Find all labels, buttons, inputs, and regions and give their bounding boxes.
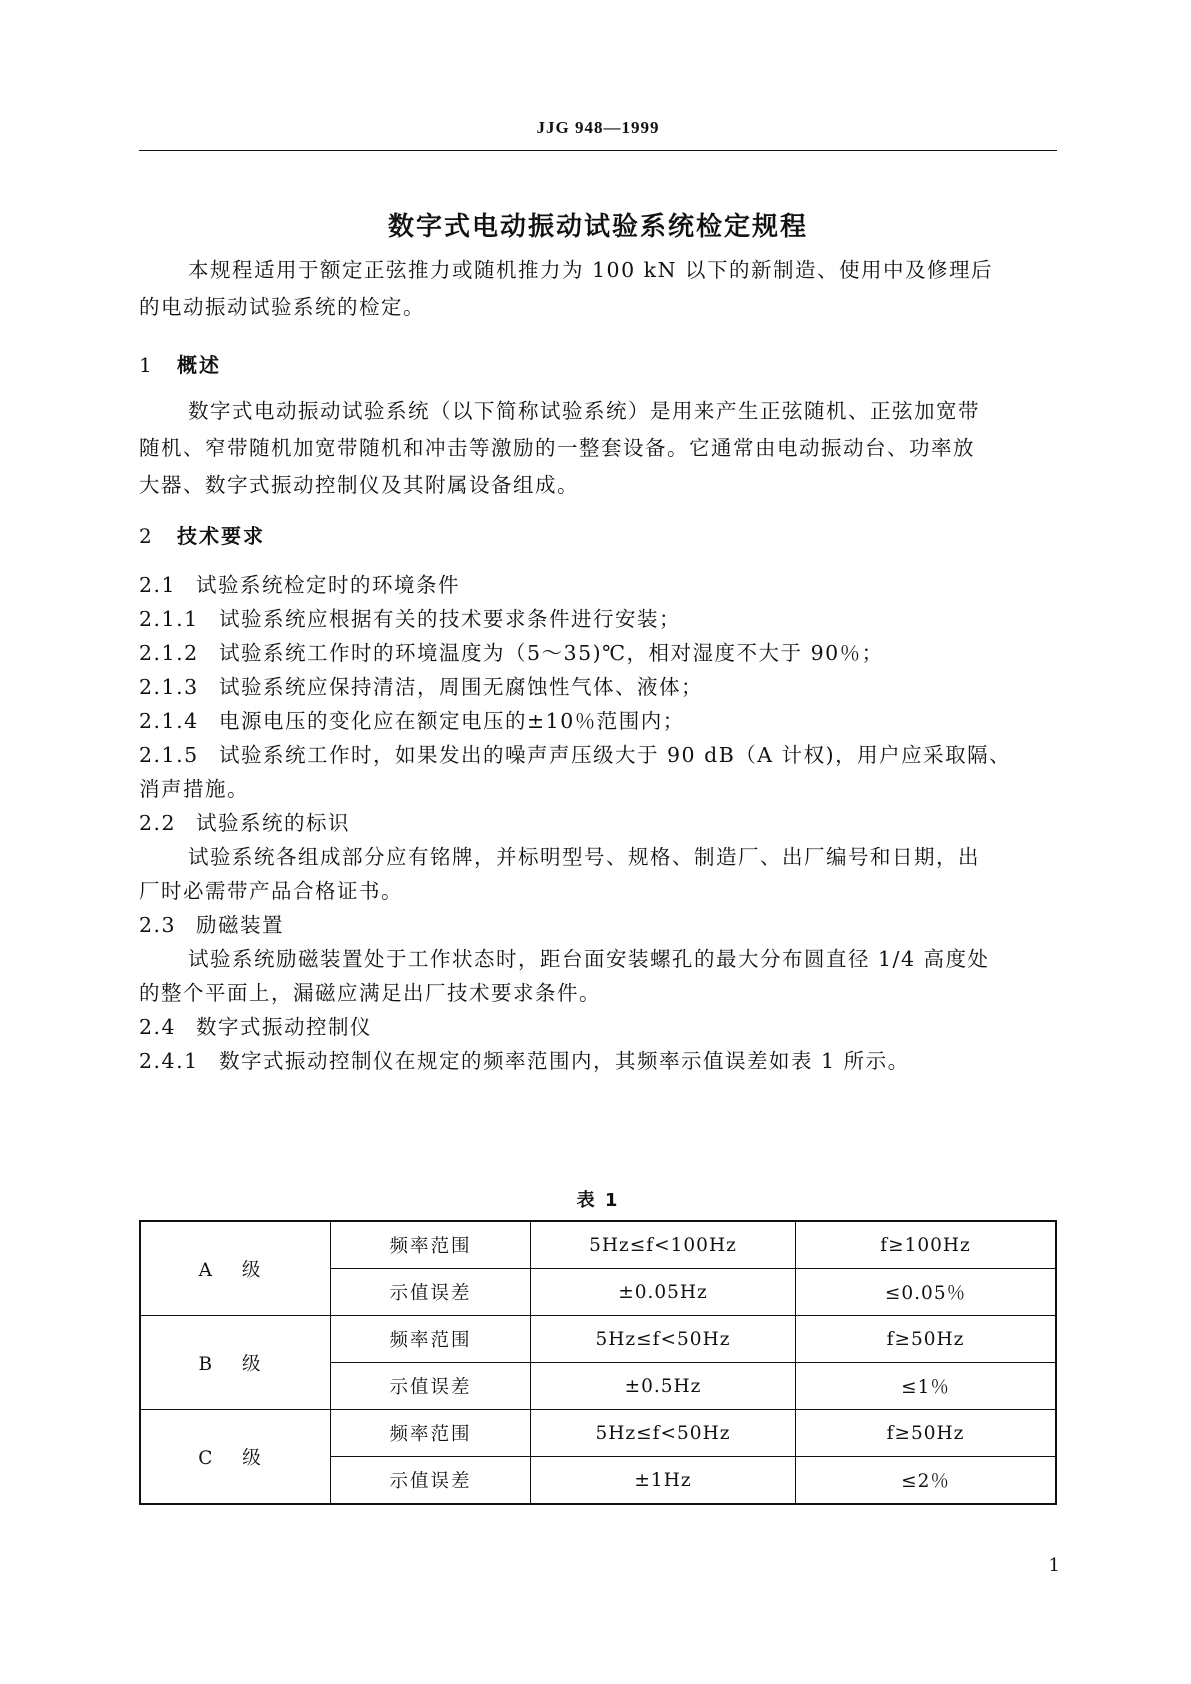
clause-2-4-number: 2.4 (139, 1015, 177, 1039)
clause-2-1-4 (139, 704, 685, 734)
clause-2-2-para-line-1 (139, 840, 980, 870)
freq-low-cell: 5Hz≤f<50Hz (531, 1316, 796, 1363)
clause-2-1 (139, 568, 460, 598)
clause-2-1-number: 2.1 (139, 573, 177, 597)
clause-2-1-4-text: 电源电压的变化应在额定电压的±10％范围内； (219, 709, 685, 733)
header-rule (139, 150, 1057, 151)
error-low-cell: ±0.05Hz (531, 1269, 796, 1316)
error-high-cell: ≤2％ (796, 1457, 1057, 1505)
freq-label-cell: 频率范围 (331, 1316, 531, 1363)
error-high-cell: ≤1％ (796, 1363, 1057, 1410)
freq-low-cell: 5Hz≤f<100Hz (531, 1221, 796, 1269)
clause-2-2-text: 试验系统的标识 (196, 811, 350, 835)
clause-2-3-para-line-1 (139, 942, 990, 972)
intro-line-2: 的电动振动试验系统的检定。 (139, 295, 425, 319)
clause-2-1-text: 试验系统检定时的环境条件 (196, 573, 460, 597)
clause-2-1-4-number: 2.1.4 (139, 709, 199, 733)
clause-2-1-3-text: 试验系统应保持清洁，周围无腐蚀性气体、液体； (219, 675, 703, 699)
freq-high-cell: f≥100Hz (796, 1221, 1057, 1269)
intro-paragraph (139, 252, 1057, 326)
clause-2-2-para-line-2: 厂时必需带产品合格证书。 (139, 879, 403, 903)
clause-2-3-number: 2.3 (139, 913, 177, 937)
standard-code-header: JJG 948—1999 (536, 118, 660, 137)
clause-2-1-3-number: 2.1.3 (139, 675, 199, 699)
clause-2-1-1-text: 试验系统应根据有关的技术要求条件进行安装； (219, 607, 681, 631)
freq-low-cell: 5Hz≤f<50Hz (531, 1410, 796, 1457)
clause-2-4-text: 数字式振动控制仪 (196, 1015, 372, 1039)
clause-2-4-1 (139, 1044, 910, 1074)
freq-label-cell: 频率范围 (331, 1221, 531, 1269)
freq-high-cell: f≥50Hz (796, 1316, 1057, 1363)
clause-2-4 (139, 1010, 372, 1040)
section-1-number: 1 (139, 353, 154, 377)
clause-2-1-5-number: 2.1.5 (139, 743, 199, 767)
section-1-line-3: 大器、数字式振动控制仪及其附属设备组成。 (139, 473, 579, 497)
clause-2-1-5-text-line-2: 消声措施。 (139, 777, 249, 801)
error-low-cell: ±0.5Hz (531, 1363, 796, 1410)
clause-2-2-number: 2.2 (139, 811, 177, 835)
error-label-cell: 示值误差 (331, 1457, 531, 1505)
clause-2-3 (139, 908, 284, 938)
table-row (140, 1316, 1056, 1363)
clause-2-2 (139, 806, 350, 836)
clause-2-1-2 (139, 636, 884, 666)
section-1-paragraph (139, 393, 1057, 504)
grade-cell: C 级 (140, 1410, 331, 1505)
clause-2-2-para-line-1-text: 试验系统各组成部分应有铭牌，并标明型号、规格、制造厂、出厂编号和日期，出 (188, 845, 980, 869)
table-1 (139, 1220, 1057, 1505)
error-label-cell: 示值误差 (331, 1363, 531, 1410)
clause-2-1-5-text-line-1: 试验系统工作时，如果发出的噪声声压级大于 90 dB（A 计权)，用户应采取隔、 (219, 743, 1012, 767)
grade-cell: A 级 (140, 1221, 331, 1316)
clause-2-1-2-text: 试验系统工作时的环境温度为（5～35)℃，相对湿度不大于 90％； (219, 641, 884, 665)
table-row (140, 1410, 1056, 1457)
section-1-title: 概述 (177, 353, 221, 377)
clause-2-1-1-number: 2.1.1 (139, 607, 199, 631)
section-1-line-2: 随机、窄带随机加宽带随机和冲击等激励的一整套设备。它通常由电动振动台、功率放 (139, 436, 975, 460)
section-2-number: 2 (139, 524, 154, 548)
section-2-title: 技术要求 (177, 524, 265, 548)
clause-2-3-para-line-1-text: 试验系统励磁装置处于工作状态时，距台面安装螺孔的最大分布圆直径 1/4 高度处 (188, 947, 990, 971)
clause-2-4-1-number: 2.4.1 (139, 1049, 199, 1073)
section-2-heading (139, 520, 265, 549)
intro-line-1-text: 本规程适用于额定正弦推力或随机推力为 100 kN 以下的新制造、使用中及修理后 (188, 258, 994, 282)
grade-cell: B 级 (140, 1316, 331, 1410)
page-title: 数字式电动振动试验系统检定规程 (387, 212, 808, 242)
page-number: 1 (1048, 1555, 1060, 1576)
freq-label-cell: 频率范围 (331, 1410, 531, 1457)
clause-2-1-5 (139, 738, 1011, 768)
error-high-cell: ≤0.05％ (796, 1269, 1057, 1316)
table-1-caption: 表 1 (576, 1190, 620, 1211)
clause-2-3-text: 励磁装置 (196, 913, 284, 937)
clause-2-1-2-number: 2.1.2 (139, 641, 199, 665)
intro-line-1 (139, 252, 1057, 289)
section-1-line-1 (139, 393, 1057, 430)
error-low-cell: ±1Hz (531, 1457, 796, 1505)
clause-2-1-3 (139, 670, 703, 700)
clause-2-1-1 (139, 602, 681, 632)
section-1-line-1-text: 数字式电动振动试验系统（以下简称试验系统）是用来产生正弦随机、正弦加宽带 (188, 399, 980, 423)
table-row (140, 1221, 1056, 1269)
clause-2-4-1-text: 数字式振动控制仪在规定的频率范围内，其频率示值误差如表 1 所示。 (219, 1049, 910, 1073)
freq-high-cell: f≥50Hz (796, 1410, 1057, 1457)
section-1-heading (139, 349, 221, 378)
clause-2-3-para-line-2: 的整个平面上，漏磁应满足出厂技术要求条件。 (139, 981, 601, 1005)
error-label-cell: 示值误差 (331, 1269, 531, 1316)
